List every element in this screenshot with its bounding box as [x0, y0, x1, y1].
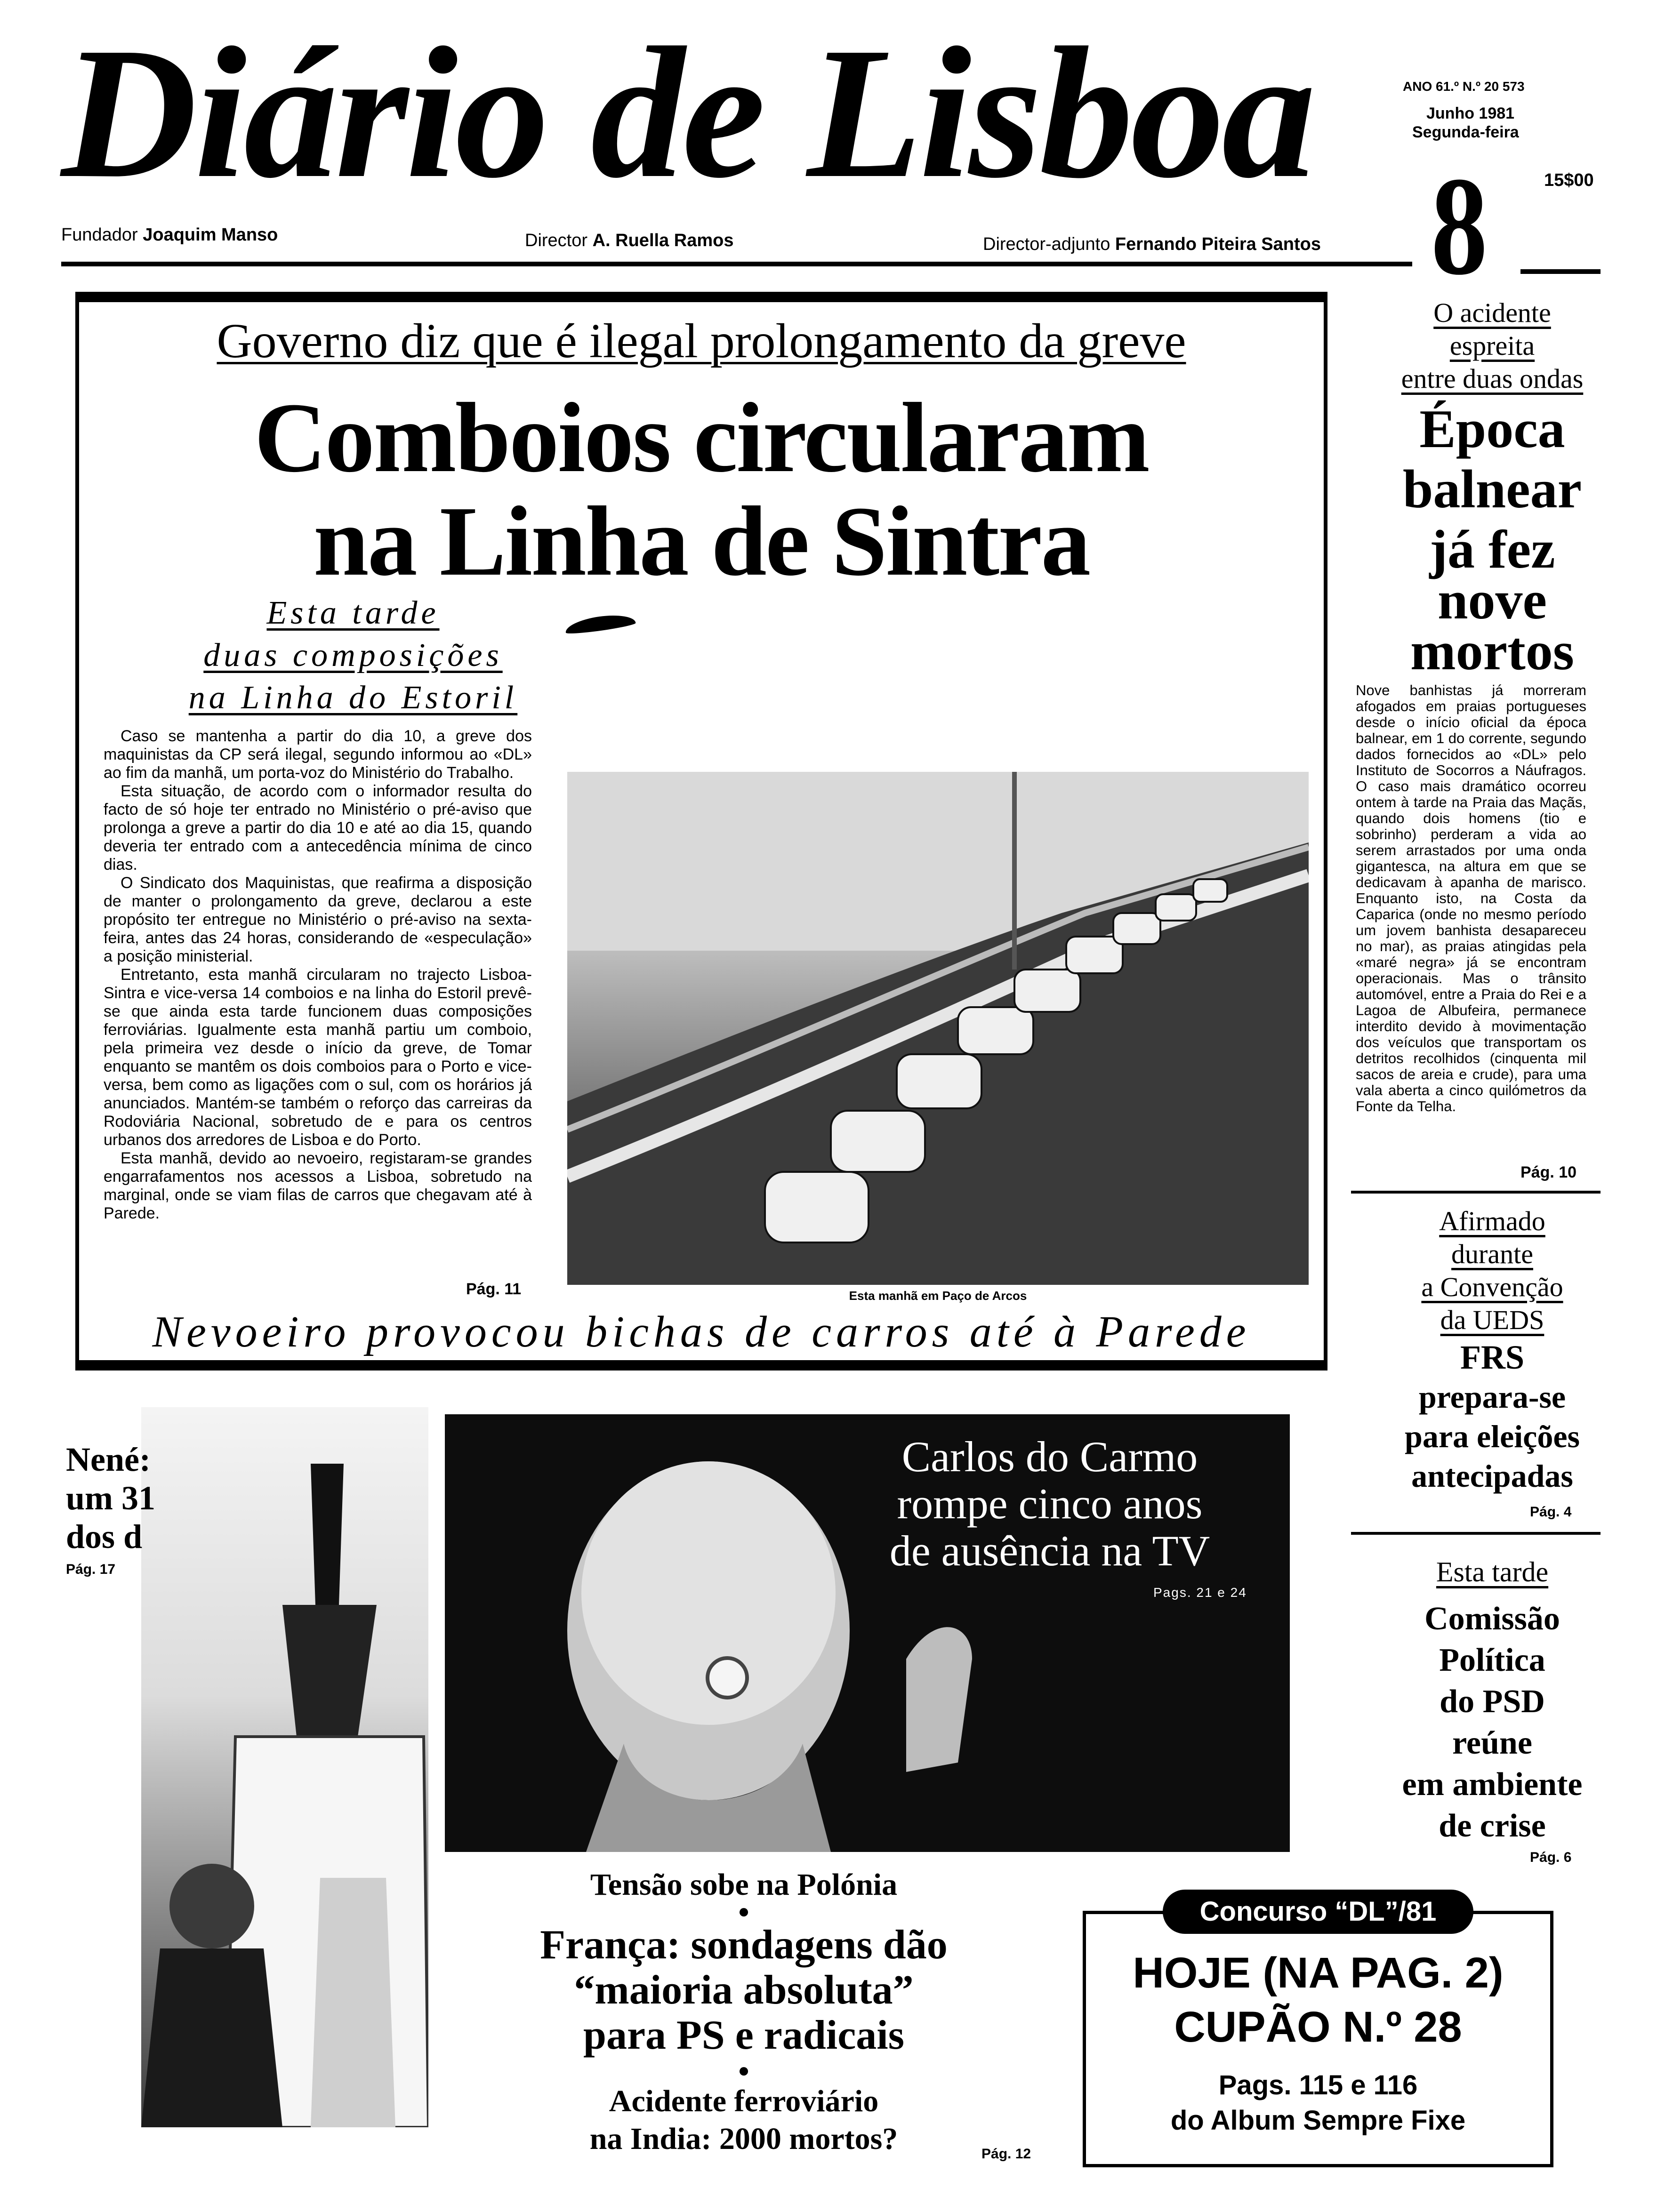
day-number: 8 [1431, 148, 1488, 304]
ueds-rule [1351, 1532, 1601, 1535]
ueds-kicker-line2: durante [1451, 1239, 1533, 1269]
brief-india-line2: na India: 2000 mortos? [589, 2122, 898, 2156]
psd-headline-3: do PSD [1440, 1683, 1545, 1720]
lead-box-right [1324, 292, 1327, 1370]
lead-paragraph-5: Esta manhã, devido ao nevoeiro, registaram-se grandes engarrafamentos nos acessos a Lisboa, sobretudo na marginal, onde se viam filas de carros que chegavam até à Parede. [104, 1149, 532, 1222]
brief-poland: Tensão sobe na Polónia [590, 1867, 898, 1902]
ueds-headline-3: para eleições [1405, 1419, 1580, 1454]
beach-headline-4: nove [1438, 570, 1547, 631]
lead-box-bottom [75, 1360, 1327, 1370]
masthead-title: Diário de Lisboa [61, 8, 1313, 217]
contest-line3: Pags. 115 e 116 [1218, 2070, 1418, 2100]
psd-headline-2: Política [1439, 1642, 1545, 1678]
beach-headline-1: Época [1419, 399, 1565, 459]
lead-paragraph-2: Esta situação, de acordo com o informador resulta do facto de só hoje ter entrado no Ministério o pré-aviso que prolonga a greve a partir do dia 10 e até ao dia 15, quando deveria ter entrado com a antecedência mínima de cinco dias. [104, 782, 532, 874]
contest-line2: CUPÃO N.º 28 [1174, 2003, 1462, 2051]
price: 15$00 [1544, 170, 1594, 190]
lead-footer-headline: Nevoeiro provocou bichas de carros até à Parede [152, 1307, 1251, 1356]
director-name: A. Ruella Ramos [592, 231, 734, 250]
beach-headline-5: mortos [1410, 621, 1574, 681]
psd-headline-5: em ambiente [1402, 1766, 1583, 1803]
psd-kicker: Esta tarde [1436, 1556, 1549, 1587]
lead-paragraph-3: O Sindicato dos Maquinistas, que reafirma a disposição de manter o prolongamento da greve, declarou a este propósito ter entregue no Ministério o pré-aviso na sexta-feira, antes das 24 horas, considerando de «especulação» a posição ministerial. [104, 874, 532, 965]
lead-page-ref: Pág. 11 [466, 1280, 522, 1298]
lead-box-top [75, 292, 1327, 302]
brief-france-line2: “maioria absoluta” [574, 1967, 914, 2013]
brief-france-line3: para PS e radicais [583, 2012, 904, 2058]
beach-page-ref: Pág. 10 [1520, 1163, 1577, 1181]
lead-headline-line1: Comboios circularam [254, 382, 1149, 493]
lead-paragraph-4: Entretanto, esta manhã circularam no trajecto Lisboa-Sintra e vice-versa 14 comboios e na linha do Estoril prevê-se que ainda esta tarde funcionem duas composições ferroviárias. Igualmente esta manhã partiu um comboio, pela primeira vez desde o início da greve, de Tomar enquanto se mantêm os dois comboios para o Porto e vice-versa, bem como as ligações com o sul, com os horários já anunciados. Mantém-se também o reforço das carreiras da Rodoviária Nacional, sobretudo de e para os centros urbanos dos arredores de Lisboa e do Porto. [104, 966, 532, 1149]
masthead-rule [61, 262, 1412, 266]
ueds-headline-2: prepara-se [1418, 1379, 1566, 1415]
psd-page-ref: Pág. 6 [1530, 1850, 1572, 1865]
issue-date: Junho 1981 [1426, 104, 1515, 122]
beach-body: Nove banhistas já morreram afogados em praias portugueses desde o início oficial da época balnear, em 1 do corrente, segundo dados fornecidos ao «DL» pelo Instituto de Socorros a Náufragos. O caso mais dramático ocorreu ontem à tarde na Praia das Maçãs, quando dois homens (tio e sobrinho) perderam a vida ao serem arrastados por uma onda gigantesca, na altura em que se dedicavam à apanha de marisco. Enquanto isto, na Costa da Caparica (onde no mesmo período um jovem banhista desapareceu no mar), as praias atingidas pela «maré negra» já se encontram operacionais. Mas o trânsito automóvel, entre a Praia do Rei e a Lagoa de Albufeira, permanece interdito devido à movimentação dos veículos que transportam os detritos recolhidos (cinquenta mil sacos de areia e crude), para uma vala aberta a cinco quilómetros da Fonte da Telha. [1356, 682, 1586, 1114]
traffic-photo [567, 772, 1309, 1285]
issue-weekday: Segunda-feira [1412, 123, 1519, 141]
beach-kicker-line3: entre duas ondas [1401, 363, 1584, 394]
lead-paragraph-1: Caso se mantenha a partir do dia 10, a greve dos maquinistas da CP será ilegal, segundo informou ao «DL» ao fim da manhã, um porta-voz do Ministério do Trabalho. [104, 727, 532, 782]
lead-sub-line1: Esta tarde [266, 595, 440, 631]
brief-india-line1: Acidente ferroviário [609, 2084, 879, 2118]
psd-headline-4: reúne [1452, 1725, 1532, 1761]
traffic-photo-drawing [567, 772, 1309, 1285]
beach-headline-3: já fez [1429, 520, 1555, 580]
brief-bullet-2: ● [738, 2060, 750, 2082]
ueds-page-ref: Pág. 4 [1530, 1504, 1572, 1520]
lead-sub-line3: na Linha do Estoril [188, 680, 518, 716]
deputy-name: Fernando Piteira Santos [1115, 234, 1321, 254]
ueds-headline-4: antecipadas [1411, 1458, 1573, 1494]
ueds-kicker-line4: da UEDS [1440, 1305, 1544, 1335]
lead-sub-line2: duas composições [203, 637, 503, 673]
psd-headline-1: Comissão [1424, 1601, 1560, 1637]
carmo-line1: Carlos do Carmo [901, 1433, 1198, 1481]
nenes-photo [141, 1407, 428, 2127]
issue-line: ANO 61.º N.º 20 573 [1403, 79, 1525, 94]
deputy-label: Director-adjunto [983, 234, 1110, 254]
carmo-line3: de ausência na TV [889, 1527, 1210, 1575]
contest-line4: do Album Sempre Fixe [1170, 2105, 1466, 2136]
nenes-photo-drawing [141, 1407, 428, 2127]
ueds-headline-1: FRS [1460, 1338, 1525, 1376]
nenes-line2: um 31 [66, 1479, 156, 1517]
lead-kicker: Governo diz que é ilegal prolongamento da greve [217, 314, 1186, 368]
psd-headline-6: de crise [1439, 1808, 1546, 1844]
nenes-line3: dos d [66, 1518, 143, 1555]
brief-france-line1: França: sondagens dão [540, 1922, 948, 1968]
beach-rule [1351, 1191, 1601, 1194]
briefs-page-ref: Pág. 12 [981, 2146, 1031, 2162]
founder-label: Fundador [61, 225, 138, 245]
founder-name: Joaquim Manso [143, 225, 278, 245]
contest-title: Concurso “DL”/81 [1163, 1890, 1473, 1934]
nenes-line1: Nené: [66, 1441, 151, 1478]
beach-kicker-line1: O acidente [1433, 297, 1551, 328]
ueds-kicker-line3: a Convenção [1421, 1272, 1563, 1302]
beach-headline-2: balnear [1402, 459, 1582, 520]
director-credit [525, 231, 733, 251]
founder-credit [61, 225, 278, 245]
director-label: Director [525, 231, 588, 250]
nenes-page-ref: Pág. 17 [66, 1562, 116, 1577]
contest-line1: HOJE (NA PAG. 2) [1133, 1949, 1504, 1997]
lead-body [104, 727, 532, 1280]
deputy-credit [983, 234, 1321, 255]
lead-box-left [75, 292, 79, 1370]
carmo-page-ref: Pags. 21 e 24 [1153, 1585, 1247, 1600]
beach-kicker-line2: espreita [1449, 330, 1535, 361]
masthead-rule-right [1520, 269, 1601, 274]
brief-bullet-1: ● [738, 1901, 750, 1923]
traffic-photo-caption: Esta manhã em Paço de Arcos [849, 1289, 1027, 1303]
lead-headline-line2: na Linha de Sintra [313, 486, 1090, 596]
carmo-line2: rompe cinco anos [897, 1480, 1203, 1528]
ueds-kicker-line1: Afirmado [1439, 1206, 1545, 1236]
